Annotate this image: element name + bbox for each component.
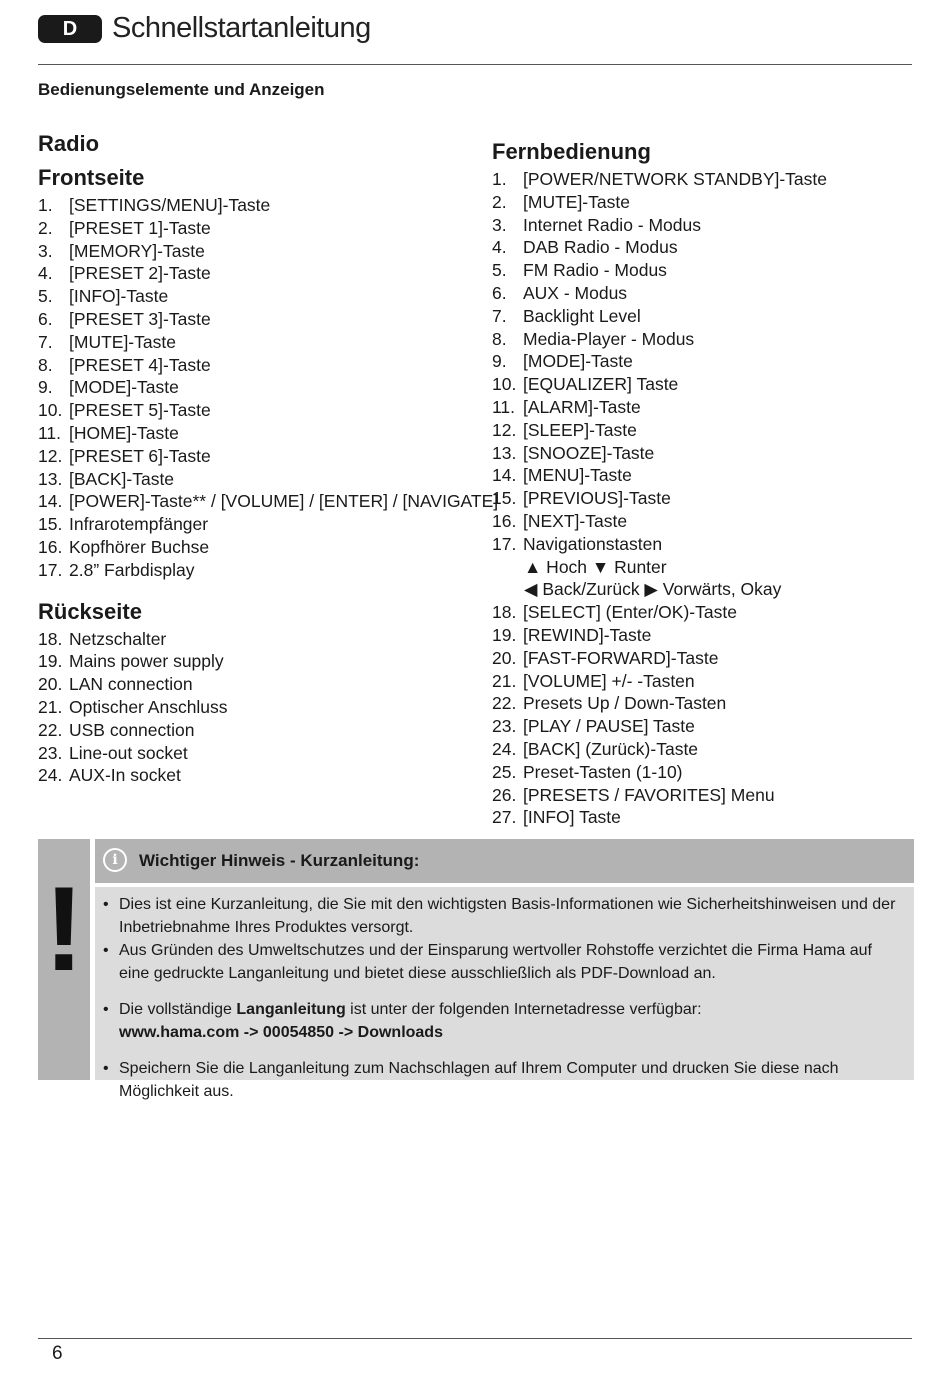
notice-box (38, 839, 914, 1100)
item-number: 1. (492, 169, 507, 189)
language-badge: D (38, 15, 102, 43)
list-item (38, 422, 478, 445)
list-item (492, 692, 922, 715)
item-number: 10. (492, 374, 517, 395)
right-column (492, 136, 922, 829)
list-item (492, 191, 922, 214)
item-label: [PRESETS / FAVORITES] Menu (523, 784, 775, 805)
list-item (492, 214, 922, 237)
item-number: 22. (38, 719, 63, 740)
item-label: [PREVIOUS]-Taste (523, 488, 671, 509)
item-number: 12. (492, 419, 517, 440)
item-number: 18. (38, 628, 63, 649)
item-number: 14. (492, 465, 517, 486)
bullet-dot: • (103, 1001, 109, 1018)
radio-heading: Radio (38, 131, 100, 156)
item-label: [PLAY / PAUSE] Taste (523, 716, 695, 737)
item-label: [MUTE]-Taste (523, 191, 630, 212)
item-number: 8. (38, 354, 53, 375)
item-number: 21. (38, 696, 63, 717)
footer-divider (38, 1338, 912, 1339)
item-label: [MUTE]-Taste (69, 331, 176, 352)
item-label: FM Radio - Modus (523, 260, 667, 281)
item-label: AUX-In socket (69, 765, 181, 786)
item-number: 4. (492, 237, 507, 258)
item-number: 3. (38, 240, 53, 261)
item-label: [SELECT] (Enter/OK)-Taste (523, 602, 737, 623)
list-item (492, 784, 922, 807)
nav-line-up-down: ▲ Hoch ▼ Runter (524, 556, 667, 577)
item-label: [MODE]-Taste (523, 351, 633, 372)
item-label: [REWIND]-Taste (523, 624, 652, 645)
bullet-dot: • (103, 942, 109, 959)
list-item (492, 168, 922, 191)
exclamation-icon: ! (44, 862, 84, 996)
list-item (38, 673, 478, 696)
list-item (492, 350, 922, 373)
item-number: 13. (38, 468, 63, 489)
item-label: Optischer Anschluss (69, 696, 228, 717)
list-item (38, 285, 478, 308)
list-item (492, 533, 922, 556)
item-number: 16. (38, 536, 63, 557)
front-heading: Frontseite (38, 165, 145, 190)
notice-header (95, 839, 914, 883)
list-item (38, 490, 499, 513)
notice-title: Wichtiger Hinweis - Kurzanleitung: (139, 851, 420, 870)
item-number: 9. (38, 377, 53, 398)
notice-bullet-text: Aus Gründen des Umweltschutzes und der Einsparung wertvoller Rohstoffe verzichtet die Firma Hama auf eine gedruckte Langanleitung und bietet diese ausschließlich als PDF-Download an. (119, 942, 872, 982)
item-label: [SNOOZE]-Taste (523, 442, 655, 463)
item-label: [PRESET 5]-Taste (69, 400, 211, 421)
item-label: Preset-Tasten (1-10) (523, 761, 683, 782)
notice-bullet-text: Speichern Sie die Langanleitung zum Nachschlagen auf Ihrem Computer und drucken Sie diese nach Möglichkeit aus. (119, 1060, 839, 1100)
list-item (38, 240, 478, 263)
notice-bullet (103, 1057, 903, 1103)
bullet-dot: • (103, 896, 109, 913)
back-list (38, 628, 478, 788)
bullet-dot: • (103, 1060, 109, 1077)
notice-bullet-text: Dies ist eine Kurzanleitung, die Sie mit den wichtigsten Basis-Informationen wie Sicherheitshinweisen und der Inbetriebnahme Ihres Produktes versorgt. (119, 896, 896, 936)
item-number: 25. (492, 761, 517, 782)
list-item (38, 308, 478, 331)
back-heading: Rückseite (38, 598, 142, 624)
item-number: 15. (492, 488, 517, 509)
item-label: [PRESET 6]-Taste (69, 445, 211, 466)
list-item (38, 217, 478, 240)
notice-body (95, 887, 914, 1100)
item-number: 19. (38, 651, 63, 672)
list-item (492, 442, 922, 465)
list-item (492, 510, 922, 533)
remote-list (492, 168, 922, 556)
item-label: [PRESET 4]-Taste (69, 354, 211, 375)
item-number: 16. (492, 510, 517, 531)
item-number: 5. (38, 286, 53, 307)
list-item (38, 536, 478, 559)
list-item (492, 464, 922, 487)
item-label: [FAST-FORWARD]-Taste (523, 647, 719, 668)
item-number: 15. (38, 514, 63, 535)
item-label: Presets Up / Down-Tasten (523, 693, 727, 714)
item-label: DAB Radio - Modus (523, 237, 678, 258)
item-label: [SETTINGS/MENU]-Taste (69, 195, 271, 215)
list-item (492, 601, 922, 624)
item-number: 20. (38, 674, 63, 695)
item-number: 4. (38, 263, 53, 284)
item-label: Media-Player - Modus (523, 328, 695, 349)
list-item (492, 647, 922, 670)
list-item (38, 194, 478, 217)
notice-text: ist unter der folgenden Internetadresse verfügbar: (345, 1001, 702, 1018)
list-item (38, 513, 478, 536)
list-item (38, 719, 478, 742)
item-label: 2.8” Farbdisplay (69, 559, 195, 580)
item-number: 11. (38, 422, 62, 443)
item-label: [PRESET 1]-Taste (69, 217, 211, 238)
page-number: 6 (52, 1343, 63, 1364)
item-number: 2. (492, 191, 507, 212)
item-label: [VOLUME] +/- -Tasten (523, 670, 695, 691)
item-number: 12. (38, 445, 63, 466)
item-label: Mains power supply (69, 651, 224, 672)
page-header (38, 12, 912, 65)
list-item (38, 628, 478, 651)
item-label: [MODE]-Taste (69, 377, 179, 398)
list-item (492, 715, 922, 738)
item-number: 24. (492, 738, 517, 759)
list-item (38, 445, 478, 468)
left-column (38, 128, 499, 787)
notice-bullet (103, 998, 903, 1044)
notice-bullet (103, 939, 903, 985)
item-label: [NEXT]-Taste (523, 510, 628, 531)
list-item (492, 396, 922, 419)
list-item (38, 559, 478, 582)
notice-bullet-text (119, 998, 903, 1044)
nav-line-left-right: ◀ Back/Zurück ▶ Vorwärts, Okay (524, 579, 782, 600)
item-number: 26. (492, 784, 517, 805)
item-number: 10. (38, 400, 63, 421)
list-item (492, 259, 922, 282)
download-url: www.hama.com -> 00054850 -> Downloads (119, 1024, 443, 1041)
list-item (38, 376, 478, 399)
notice-side-bar (38, 839, 90, 1080)
list-item (492, 282, 922, 305)
list-item (492, 624, 922, 647)
item-number: 20. (492, 647, 517, 668)
item-label: [POWER/NETWORK STANDBY]-Taste (523, 169, 828, 189)
front-list (38, 194, 499, 582)
item-number: 17. (38, 559, 63, 580)
item-number: 13. (492, 442, 517, 463)
item-label: AUX - Modus (523, 282, 628, 303)
item-label: [SLEEP]-Taste (523, 419, 637, 440)
list-item (492, 305, 922, 328)
list-item (492, 670, 922, 693)
notice-text: Die vollständige (119, 1001, 237, 1018)
item-number: 8. (492, 328, 507, 349)
list-item (492, 487, 922, 510)
item-label: [PRESET 3]-Taste (69, 308, 211, 329)
item-label: [MEMORY]-Taste (69, 240, 205, 261)
list-item (492, 738, 922, 761)
list-item (38, 468, 478, 491)
item-number: 23. (492, 716, 517, 737)
info-icon: i (103, 848, 127, 872)
item-number: 6. (492, 282, 507, 303)
item-label: Infrarotempfänger (69, 514, 209, 535)
list-item (38, 696, 478, 719)
list-item (492, 806, 922, 829)
list-item (492, 373, 922, 396)
list-item (492, 761, 922, 784)
list-item (38, 742, 478, 765)
item-label: Internet Radio - Modus (523, 214, 702, 235)
item-number: 24. (38, 765, 63, 786)
list-item (492, 328, 922, 351)
remote-heading: Fernbedienung (492, 139, 651, 164)
item-number: 18. (492, 602, 517, 623)
item-label: Netzschalter (69, 628, 167, 649)
list-item (38, 331, 478, 354)
item-label: [ALARM]-Taste (523, 396, 641, 417)
notice-bullet (103, 893, 903, 939)
item-number: 2. (38, 217, 53, 238)
item-number: 7. (492, 305, 507, 326)
item-label: [INFO] Taste (523, 807, 621, 828)
item-number: 1. (38, 195, 53, 215)
remote-list-continued (492, 601, 922, 829)
item-label: Navigationstasten (523, 533, 663, 554)
item-number: 19. (492, 624, 517, 645)
item-number: 3. (492, 214, 507, 235)
list-item (38, 354, 478, 377)
item-label: [BACK]-Taste (69, 468, 175, 489)
item-label: [BACK] (Zurück)-Taste (523, 738, 699, 759)
item-number: 22. (492, 693, 517, 714)
item-number: 27. (492, 807, 517, 828)
section-heading: Bedienungselemente und Anzeigen (38, 80, 325, 99)
item-label: Kopfhörer Buchse (69, 536, 210, 557)
list-item (492, 236, 922, 259)
item-number: 17. (492, 533, 517, 554)
item-label: USB connection (69, 719, 195, 740)
item-label: [INFO]-Taste (69, 286, 169, 307)
document-title: Schnellstartanleitung (112, 12, 371, 44)
list-item (492, 419, 922, 442)
item-label: Line-out socket (69, 742, 188, 763)
item-label: [MENU]-Taste (523, 465, 632, 486)
item-label: [POWER]-Taste** / [VOLUME] / [ENTER] / [NAVIGATE] (69, 491, 499, 512)
list-item (38, 650, 478, 673)
langanleitung-bold: Langanleitung (236, 1001, 346, 1018)
item-label: Backlight Level (523, 305, 641, 326)
list-item (38, 399, 478, 422)
item-number: 23. (38, 742, 63, 763)
item-label: [PRESET 2]-Taste (69, 263, 211, 284)
item-number: 14. (38, 491, 63, 512)
list-item (38, 764, 478, 787)
item-label: [EQUALIZER] Taste (523, 374, 679, 395)
item-number: 6. (38, 308, 53, 329)
item-number: 5. (492, 260, 507, 281)
list-item (38, 262, 478, 285)
item-number: 21. (492, 670, 517, 691)
item-number: 9. (492, 351, 507, 372)
item-number: 7. (38, 331, 53, 352)
item-number: 11. (492, 396, 516, 417)
item-label: [HOME]-Taste (69, 422, 179, 443)
item-label: LAN connection (69, 674, 193, 695)
